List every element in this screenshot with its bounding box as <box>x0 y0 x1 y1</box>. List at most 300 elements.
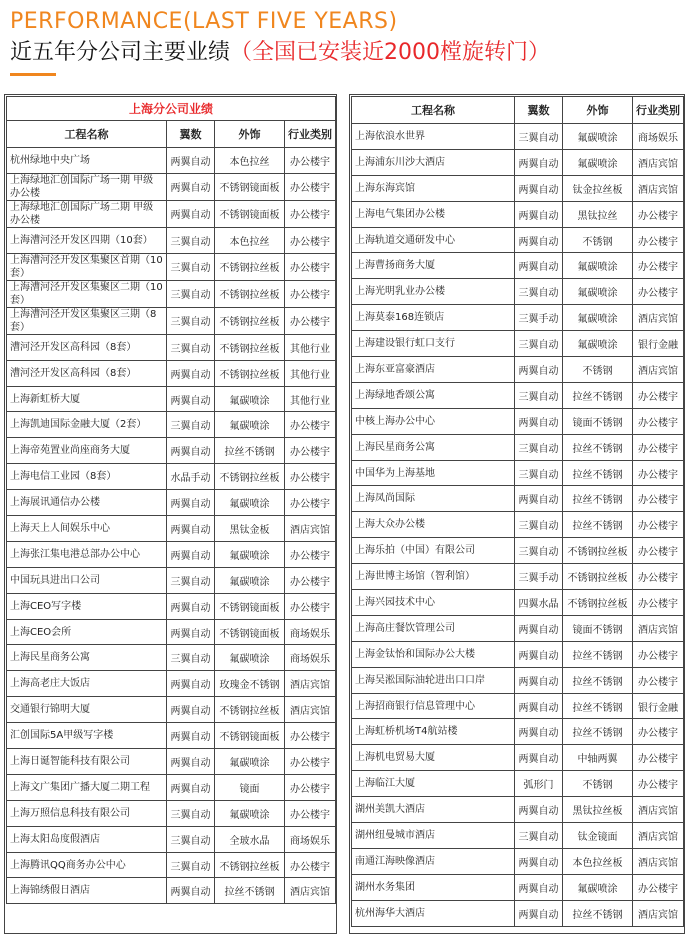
name-cell: 上海凯迪国际金融大厦（2套） <box>7 412 167 438</box>
name-cell: 中国华为上海基地 <box>352 460 515 486</box>
finish-cell: 不锈钢拉丝板 <box>215 360 285 386</box>
finish-cell: 镜面不锈钢 <box>563 408 633 434</box>
finish-cell: 不锈钢拉丝板 <box>215 697 285 723</box>
finish-cell: 不锈钢拉丝板 <box>215 280 285 307</box>
name-cell: 上海依浪水世界 <box>352 124 515 150</box>
name-cell: 上海招商银行信息管理中心 <box>352 693 515 719</box>
wing-cell: 两翼自动 <box>515 357 563 383</box>
finish-cell: 拉丝不锈钢 <box>563 486 633 512</box>
finish-cell: 本色拉丝 <box>215 227 285 253</box>
table-row <box>7 800 336 826</box>
industry-cell: 办公楼宇 <box>285 227 336 253</box>
name-cell: 上海曹扬商务大厦 <box>352 253 515 279</box>
finish-cell: 拉丝不锈钢 <box>563 382 633 408</box>
finish-cell: 氟碳喷涂 <box>563 305 633 331</box>
finish-cell: 不锈钢拉丝板 <box>563 564 633 590</box>
industry-cell: 办公楼宇 <box>285 307 336 334</box>
name-cell: 湖州纽曼城市酒店 <box>352 823 515 849</box>
wing-cell: 两翼自动 <box>167 516 215 542</box>
name-cell: 上海绿地汇创国际广场一期 甲级办公楼 <box>7 173 167 200</box>
table-row <box>352 693 684 719</box>
table-row <box>352 745 684 771</box>
table-row <box>352 823 684 849</box>
table-row <box>352 641 684 667</box>
finish-cell: 氟碳喷涂 <box>215 749 285 775</box>
table-row <box>7 386 336 412</box>
name-cell: 杭州绿地中央广场 <box>7 148 167 174</box>
right-performance-table <box>351 96 684 927</box>
name-cell: 杭州海华大酒店 <box>352 900 515 926</box>
table-row <box>352 848 684 874</box>
table-row <box>352 719 684 745</box>
wing-cell: 三翼自动 <box>515 279 563 305</box>
name-cell: 上海漕河泾开发区集聚区首期（10套） <box>7 253 167 280</box>
industry-cell: 办公楼宇 <box>633 667 684 693</box>
finish-cell: 氟碳喷涂 <box>563 279 633 305</box>
wing-cell: 两翼自动 <box>515 719 563 745</box>
industry-cell: 酒店宾馆 <box>633 900 684 926</box>
wing-cell: 两翼自动 <box>167 749 215 775</box>
name-cell: 上海电信工业园（8套） <box>7 464 167 490</box>
name-cell: 上海世博主场馆（智利馆） <box>352 564 515 590</box>
name-cell: 漕河泾开发区高科园（8套） <box>7 334 167 360</box>
left-performance-table <box>6 96 336 904</box>
finish-cell: 镜面 <box>215 774 285 800</box>
finish-cell: 不锈钢拉丝板 <box>563 538 633 564</box>
wing-cell: 两翼自动 <box>167 541 215 567</box>
table-row <box>7 723 336 749</box>
wing-cell: 三翼自动 <box>167 645 215 671</box>
name-cell: 上海临江大厦 <box>352 771 515 797</box>
name-cell: 上海高庄餐饮管理公司 <box>352 615 515 641</box>
wing-cell: 三翼自动 <box>167 800 215 826</box>
table-row <box>7 464 336 490</box>
table-row <box>7 516 336 542</box>
table-row <box>352 408 684 434</box>
table-row <box>352 149 684 175</box>
industry-cell: 办公楼宇 <box>633 512 684 538</box>
table-row <box>7 173 336 200</box>
finish-cell: 黑钛拉丝 <box>563 201 633 227</box>
name-cell: 上海绿地汇创国际广场二期 甲级办公楼 <box>7 200 167 227</box>
table-row <box>352 797 684 823</box>
table-row <box>352 305 684 331</box>
name-cell: 上海漕河泾开发区集聚区三期（8套） <box>7 307 167 334</box>
industry-cell: 办公楼宇 <box>633 719 684 745</box>
industry-cell: 酒店宾馆 <box>285 671 336 697</box>
industry-cell: 银行金融 <box>633 331 684 357</box>
wing-cell: 两翼自动 <box>515 486 563 512</box>
wing-cell: 两翼自动 <box>515 693 563 719</box>
industry-cell: 办公楼宇 <box>285 412 336 438</box>
industry-cell: 办公楼宇 <box>285 173 336 200</box>
table-row <box>7 697 336 723</box>
industry-cell: 其他行业 <box>285 334 336 360</box>
wing-cell: 两翼自动 <box>515 745 563 771</box>
wing-cell: 两翼自动 <box>515 253 563 279</box>
column-header: 工程名称 <box>352 97 515 124</box>
industry-cell: 办公楼宇 <box>285 800 336 826</box>
column-header: 行业类别 <box>285 121 336 148</box>
name-cell: 上海机电贸易大厦 <box>352 745 515 771</box>
finish-cell: 钛金镜面 <box>563 823 633 849</box>
wing-cell: 两翼自动 <box>167 723 215 749</box>
finish-cell: 氟碳喷涂 <box>215 490 285 516</box>
wing-cell: 两翼自动 <box>515 227 563 253</box>
name-cell: 上海张江集电港总部办公中心 <box>7 541 167 567</box>
finish-cell: 拉丝不锈钢 <box>563 434 633 460</box>
wing-cell: 两翼自动 <box>167 697 215 723</box>
finish-cell: 氟碳喷涂 <box>215 567 285 593</box>
finish-cell: 镜面不锈钢 <box>563 615 633 641</box>
name-cell: 湖州水务集团 <box>352 874 515 900</box>
table-row <box>7 619 336 645</box>
finish-cell: 中轴两翼 <box>563 745 633 771</box>
industry-cell: 办公楼宇 <box>285 490 336 516</box>
finish-cell: 拉丝不锈钢 <box>563 641 633 667</box>
industry-cell: 办公楼宇 <box>285 438 336 464</box>
finish-cell: 氟碳喷涂 <box>563 149 633 175</box>
wing-cell: 三翼自动 <box>515 382 563 408</box>
industry-cell: 办公楼宇 <box>633 486 684 512</box>
finish-cell: 氟碳喷涂 <box>563 124 633 150</box>
wing-cell: 两翼自动 <box>167 173 215 200</box>
industry-cell: 办公楼宇 <box>633 590 684 616</box>
wing-cell: 两翼自动 <box>167 386 215 412</box>
finish-cell: 不锈钢镜面板 <box>215 173 285 200</box>
table-row <box>352 124 684 150</box>
wing-cell: 两翼自动 <box>515 615 563 641</box>
industry-cell: 办公楼宇 <box>285 723 336 749</box>
wing-cell: 两翼自动 <box>167 148 215 174</box>
industry-cell: 办公楼宇 <box>285 593 336 619</box>
table-row <box>7 593 336 619</box>
finish-cell: 玫瑰金不锈钢 <box>215 671 285 697</box>
name-cell: 上海天上人间娱乐中心 <box>7 516 167 542</box>
industry-cell: 商场娱乐 <box>285 645 336 671</box>
finish-cell: 钛金拉丝板 <box>563 175 633 201</box>
industry-cell: 办公楼宇 <box>633 564 684 590</box>
name-cell: 上海东亚富豪酒店 <box>352 357 515 383</box>
industry-cell: 办公楼宇 <box>633 460 684 486</box>
wing-cell: 两翼自动 <box>167 438 215 464</box>
table-row <box>7 541 336 567</box>
finish-cell: 不锈钢镜面板 <box>215 593 285 619</box>
finish-cell: 不锈钢 <box>563 771 633 797</box>
table-row <box>7 253 336 280</box>
table-caption: 上海分公司业绩 <box>7 97 336 121</box>
table-row <box>352 615 684 641</box>
name-cell: 交通银行锦明大厦 <box>7 697 167 723</box>
name-cell: 上海凤尚国际 <box>352 486 515 512</box>
finish-cell: 不锈钢镜面板 <box>215 200 285 227</box>
name-cell: 上海CEO会所 <box>7 619 167 645</box>
name-cell: 上海高老庄大饭店 <box>7 671 167 697</box>
title-chinese-highlight: （全国已安装近2000樘旋转门） <box>230 40 551 65</box>
industry-cell: 酒店宾馆 <box>285 697 336 723</box>
industry-cell: 办公楼宇 <box>633 641 684 667</box>
finish-cell: 氟碳喷涂 <box>563 331 633 357</box>
table-row <box>352 279 684 305</box>
name-cell: 上海帝苑置业尚座商务大厦 <box>7 438 167 464</box>
name-cell: 中国玩具进出口公司 <box>7 567 167 593</box>
table-row <box>7 878 336 904</box>
column-header: 工程名称 <box>7 121 167 148</box>
industry-cell: 酒店宾馆 <box>285 878 336 904</box>
table-row <box>352 357 684 383</box>
wing-cell: 两翼自动 <box>515 900 563 926</box>
name-cell: 上海展讯通信办公楼 <box>7 490 167 516</box>
name-cell: 上海轨道交通研发中心 <box>352 227 515 253</box>
name-cell: 南通江海映像酒店 <box>352 848 515 874</box>
table-header-row <box>352 97 684 124</box>
table-row <box>7 360 336 386</box>
industry-cell: 办公楼宇 <box>285 253 336 280</box>
page-header <box>10 8 680 76</box>
table-row <box>7 826 336 852</box>
wing-cell: 四翼水晶 <box>515 590 563 616</box>
column-header: 行业类别 <box>633 97 684 124</box>
wing-cell: 三翼自动 <box>167 253 215 280</box>
table-row <box>352 253 684 279</box>
table-row <box>7 438 336 464</box>
wing-cell: 两翼自动 <box>167 490 215 516</box>
finish-cell: 本色拉丝板 <box>563 848 633 874</box>
table-row <box>7 148 336 174</box>
table-row <box>352 175 684 201</box>
industry-cell: 办公楼宇 <box>633 538 684 564</box>
finish-cell: 不锈钢镜面板 <box>215 619 285 645</box>
table-row <box>352 201 684 227</box>
finish-cell: 拉丝不锈钢 <box>563 719 633 745</box>
wing-cell: 两翼自动 <box>167 878 215 904</box>
name-cell: 上海锦绣假日酒店 <box>7 878 167 904</box>
finish-cell: 不锈钢 <box>563 227 633 253</box>
industry-cell: 办公楼宇 <box>285 567 336 593</box>
industry-cell: 酒店宾馆 <box>633 175 684 201</box>
table-row <box>7 334 336 360</box>
industry-cell: 酒店宾馆 <box>633 615 684 641</box>
wing-cell: 两翼自动 <box>515 641 563 667</box>
industry-cell: 办公楼宇 <box>285 541 336 567</box>
table-row <box>352 512 684 538</box>
name-cell: 上海金钛怡和国际办公大楼 <box>352 641 515 667</box>
name-cell: 上海漕河泾开发区四期（10套） <box>7 227 167 253</box>
title-chinese-main: 近五年分公司主要业绩 <box>10 40 231 65</box>
industry-cell: 办公楼宇 <box>285 749 336 775</box>
table-header-row <box>7 121 336 148</box>
industry-cell: 酒店宾馆 <box>633 357 684 383</box>
wing-cell: 三翼自动 <box>515 538 563 564</box>
table-row <box>352 331 684 357</box>
title-underline <box>10 73 56 76</box>
industry-cell: 办公楼宇 <box>633 253 684 279</box>
finish-cell: 氟碳喷涂 <box>215 800 285 826</box>
name-cell: 上海新虹桥大厦 <box>7 386 167 412</box>
wing-cell: 两翼自动 <box>515 874 563 900</box>
wing-cell: 水晶手动 <box>167 464 215 490</box>
industry-cell: 其他行业 <box>285 386 336 412</box>
wing-cell: 三翼自动 <box>167 826 215 852</box>
name-cell: 上海万照信息科技有限公司 <box>7 800 167 826</box>
industry-cell: 商场娱乐 <box>633 124 684 150</box>
wing-cell: 三翼自动 <box>167 280 215 307</box>
table-caption-row <box>7 97 336 121</box>
table-row <box>352 486 684 512</box>
name-cell: 上海太阳岛度假酒店 <box>7 826 167 852</box>
wing-cell: 弧形门 <box>515 771 563 797</box>
finish-cell: 不锈钢拉丝板 <box>215 334 285 360</box>
wing-cell: 三翼自动 <box>515 512 563 538</box>
finish-cell: 不锈钢镜面板 <box>215 723 285 749</box>
industry-cell: 办公楼宇 <box>633 434 684 460</box>
wing-cell: 三翼自动 <box>167 307 215 334</box>
industry-cell: 酒店宾馆 <box>633 149 684 175</box>
table-row <box>352 382 684 408</box>
industry-cell: 办公楼宇 <box>633 201 684 227</box>
table-row <box>7 852 336 878</box>
wing-cell: 三翼自动 <box>167 227 215 253</box>
wing-cell: 三翼自动 <box>515 124 563 150</box>
wing-cell: 两翼自动 <box>515 149 563 175</box>
wing-cell: 三翼自动 <box>515 823 563 849</box>
table-row <box>352 667 684 693</box>
industry-cell: 商场娱乐 <box>285 826 336 852</box>
industry-cell: 办公楼宇 <box>633 227 684 253</box>
name-cell: 汇创国际5A甲级写字楼 <box>7 723 167 749</box>
column-header: 外饰 <box>563 97 633 124</box>
industry-cell: 办公楼宇 <box>285 200 336 227</box>
table-row <box>352 538 684 564</box>
column-header: 翼数 <box>515 97 563 124</box>
finish-cell: 不锈钢拉丝板 <box>215 464 285 490</box>
finish-cell: 拉丝不锈钢 <box>563 667 633 693</box>
industry-cell: 办公楼宇 <box>633 382 684 408</box>
industry-cell: 办公楼宇 <box>285 774 336 800</box>
name-cell: 湖州美凯大酒店 <box>352 797 515 823</box>
name-cell: 上海莫泰168连锁店 <box>352 305 515 331</box>
industry-cell: 银行金融 <box>633 693 684 719</box>
table-row <box>352 227 684 253</box>
wing-cell: 两翼自动 <box>515 848 563 874</box>
table-row <box>7 200 336 227</box>
industry-cell: 办公楼宇 <box>285 148 336 174</box>
wing-cell: 三翼自动 <box>167 334 215 360</box>
table-row <box>7 671 336 697</box>
name-cell: 上海电气集团办公楼 <box>352 201 515 227</box>
table-row <box>7 645 336 671</box>
industry-cell: 酒店宾馆 <box>633 305 684 331</box>
industry-cell: 办公楼宇 <box>633 279 684 305</box>
industry-cell: 商场娱乐 <box>285 619 336 645</box>
wing-cell: 两翼自动 <box>515 667 563 693</box>
wing-cell: 三翼手动 <box>515 305 563 331</box>
name-cell: 上海浦东川沙大酒店 <box>352 149 515 175</box>
name-cell: 上海建设银行虹口支行 <box>352 331 515 357</box>
finish-cell: 拉丝不锈钢 <box>563 693 633 719</box>
wing-cell: 三翼自动 <box>515 460 563 486</box>
name-cell: 上海乐拍（中国）有限公司 <box>352 538 515 564</box>
table-row <box>7 749 336 775</box>
table-row <box>7 774 336 800</box>
finish-cell: 不锈钢拉丝板 <box>215 307 285 334</box>
table-row <box>7 567 336 593</box>
finish-cell: 氟碳喷涂 <box>215 412 285 438</box>
finish-cell: 拉丝不锈钢 <box>215 878 285 904</box>
finish-cell: 氟碳喷涂 <box>215 386 285 412</box>
industry-cell: 办公楼宇 <box>285 464 336 490</box>
finish-cell: 氟碳喷涂 <box>215 541 285 567</box>
wing-cell: 两翼自动 <box>167 619 215 645</box>
wing-cell: 三翼自动 <box>167 412 215 438</box>
finish-cell: 氟碳喷涂 <box>563 253 633 279</box>
table-row <box>7 227 336 253</box>
finish-cell: 氟碳喷涂 <box>563 874 633 900</box>
finish-cell: 全玻水晶 <box>215 826 285 852</box>
finish-cell: 氟碳喷涂 <box>215 645 285 671</box>
name-cell: 上海腾讯QQ商务办公中心 <box>7 852 167 878</box>
industry-cell: 酒店宾馆 <box>633 797 684 823</box>
industry-cell: 酒店宾馆 <box>633 848 684 874</box>
table-row <box>352 434 684 460</box>
name-cell: 上海兴园技术中心 <box>352 590 515 616</box>
table-row <box>7 490 336 516</box>
finish-cell: 黑钛金板 <box>215 516 285 542</box>
finish-cell: 不锈钢拉丝板 <box>215 852 285 878</box>
name-cell: 上海民星商务公寓 <box>7 645 167 671</box>
finish-cell: 本色拉丝 <box>215 148 285 174</box>
wing-cell: 两翼自动 <box>167 200 215 227</box>
industry-cell: 办公楼宇 <box>633 408 684 434</box>
wing-cell: 两翼自动 <box>515 175 563 201</box>
table-row <box>352 460 684 486</box>
name-cell: 上海绿地香颂公寓 <box>352 382 515 408</box>
industry-cell: 其他行业 <box>285 360 336 386</box>
name-cell: 上海CEO写字楼 <box>7 593 167 619</box>
table-row <box>352 590 684 616</box>
industry-cell: 办公楼宇 <box>285 852 336 878</box>
table-row <box>7 280 336 307</box>
name-cell: 上海日诞智能科技有限公司 <box>7 749 167 775</box>
title-english: PERFORMANCE(LAST FIVE YEARS) <box>10 9 398 34</box>
table-row <box>352 564 684 590</box>
name-cell: 上海民星商务公寓 <box>352 434 515 460</box>
wing-cell: 两翼自动 <box>167 671 215 697</box>
name-cell: 漕河泾开发区高科园（8套） <box>7 360 167 386</box>
industry-cell: 办公楼宇 <box>633 771 684 797</box>
table-row <box>7 307 336 334</box>
wing-cell: 三翼手动 <box>515 564 563 590</box>
wing-cell: 两翼自动 <box>515 408 563 434</box>
wing-cell: 两翼自动 <box>515 201 563 227</box>
finish-cell: 不锈钢 <box>563 357 633 383</box>
name-cell: 上海东海宾馆 <box>352 175 515 201</box>
finish-cell: 拉丝不锈钢 <box>563 900 633 926</box>
wing-cell: 两翼自动 <box>167 774 215 800</box>
table-row <box>352 874 684 900</box>
finish-cell: 不锈钢拉丝板 <box>215 253 285 280</box>
industry-cell: 办公楼宇 <box>633 745 684 771</box>
industry-cell: 酒店宾馆 <box>285 516 336 542</box>
wing-cell: 两翼自动 <box>515 797 563 823</box>
column-header: 外饰 <box>215 121 285 148</box>
industry-cell: 办公楼宇 <box>633 874 684 900</box>
name-cell: 上海漕河泾开发区集聚区二期（10套） <box>7 280 167 307</box>
table-row <box>352 771 684 797</box>
wing-cell: 两翼自动 <box>167 360 215 386</box>
industry-cell: 酒店宾馆 <box>633 823 684 849</box>
finish-cell: 拉丝不锈钢 <box>563 512 633 538</box>
